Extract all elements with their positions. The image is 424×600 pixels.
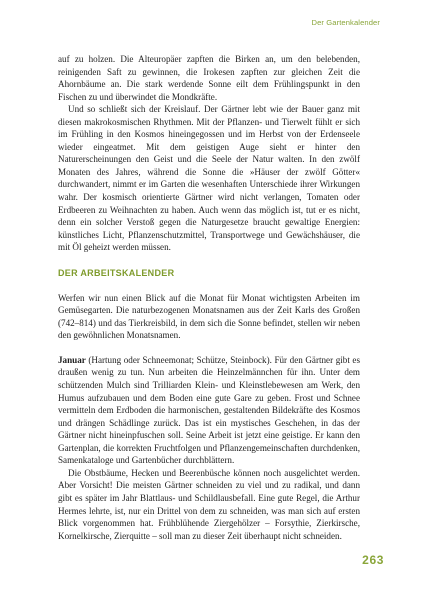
page-number: 263 [362,553,384,567]
section-heading: DER ARBEITSKALENDER [58,267,175,278]
paragraph-continuation: auf zu holzen. Die Alteuropäer zapften die Birken an, um den belebenden, reinigenden Saft zu gewinnen, die Irokesen zapften zur gleichen Zeit die Ahornbäume an. Die stark werdende Sonne eilt dem Frühlingspunkt in den Fischen zu und überwindet die Mondkräfte. [58,54,360,102]
paragraph-kreislauf: Und so schließt sich der Kreislauf. Der Gärtner lebt wie der Bauer ganz mit diesen makrokosmischen Rhythmen. Mit der Pflanzen- und Tierwelt fühlt er sich im Frühling in den Kosmos hineingegossen und im Herbst von der Erdenseele wieder eingeatmet. Mit dem geistigen Auge sieht er hinter den Naturerscheinungen den Geist und die Seele der Natur walten. In den zwölf Monaten des Jahres, während die Sonne die »Häuser der zwölf Götter« durchwandert, nimmt er im Garten die wesenhaften Unterschiede ihrer Wirkungen wahr. Der kosmisch orientierte Gärtner wird nicht verlangen, Tomaten oder Erdbeeren zu Weihnachten zu haben. Auch wenn das möglich ist, tut er es nicht, denn ein solcher Verstoß gegen die Naturgesetze braucht gewaltige Energien: künstliches Licht, Pflanzenschutzmittel, Transportwege und Gewächshäuser, die mit Öl geheizt werden müssen. [58,104,360,253]
paragraph-obstbaeume: Die Obstbäume, Hecken und Beerenbüsche können noch ausgelichtet werden. Aber Vorsicht! Die meisten Gärtner schneiden zu viel und zu radikal, und dann gibt es später im Jahr Blattlaus- und Schildlausbefall. Eine gute Regel, die Arthur Hermes lehrte, ist, nur ein Drittel von dem zu schneiden, was man sich auf ersten Blick vorgenommen hat. Frühblühende Ziergehölzer – Forsythie, Zierkirsche, Kornelkirsche, Zierquitte – soll man zu dieser Zeit überhaupt nicht schneiden. [58,467,360,541]
page-body [58,53,360,542]
paragraph-januar [58,354,360,467]
month-text-januar: (Hartung oder Schneemonat; Schütze, Steinbock). Für den Gärtner gibt es draußen wenig zu tun. Nun arbeiten die Heinzelmännchen für ihn. Unter dem schützenden Mulch sind Trilliarden Klein- und Kleinstlebewesen am Werk, den Humus aufzubauen und dem Boden eine gute Gare zu geben. Frost und Schnee vermitteln dem Erdboden die harmonischen, gestaltenden Bildekräfte des Kosmos und drängen Schädlinge zurück. Das ist ein mystisches Geschehen, in das der Gärtner nicht hineinpfuschen soll. Seine Arbeit ist jetzt eine geistige. Er kann den Gartenplan, die korrekten Fruchtfolgen und Pflanzengemeinschaften durchdenken, Samenkataloge und Gartenbücher durchblättern. [58,354,360,466]
paragraph-intro: Werfen wir nun einen Blick auf die Monat für Monat wichtigsten Arbeiten im Gemüsegarten. Die naturbezogenen Monatsnamen aus der Zeit Karls des Großen (742–814) und das Tierkreisbild, in dem sich die Sonne befindet, stellen wir neben den gewöhnlichen Monatsnamen. [58,292,360,341]
month-label-januar: Januar [58,354,86,365]
running-head: Der Gartenkalender [311,18,380,27]
